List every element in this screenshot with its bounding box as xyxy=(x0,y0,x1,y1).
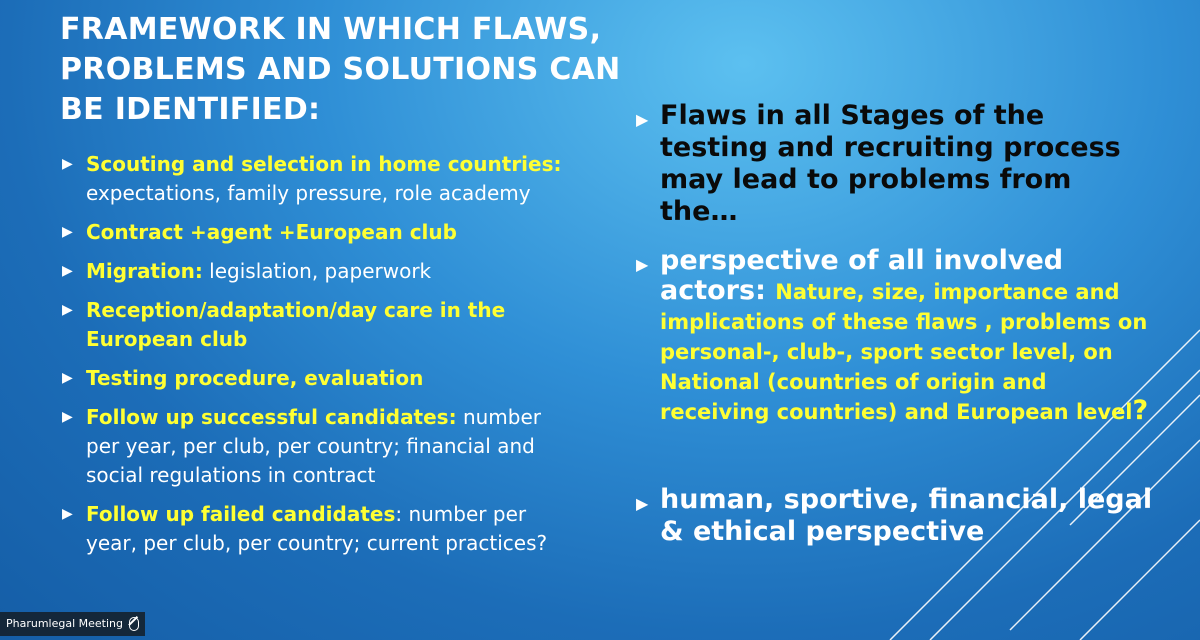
bullet-triangle-icon: ▶ xyxy=(62,156,73,172)
item-text: expectations, family pressure, role academy xyxy=(86,181,531,205)
bullet-triangle-icon: ▶ xyxy=(62,224,73,240)
bullet-triangle-icon: ▶ xyxy=(62,302,73,318)
item-text: Flaws in all Stages of the testing and recruiting process may lead to problems from the… xyxy=(660,100,1121,227)
item-highlight: Scouting and selection in home countries: xyxy=(86,152,562,176)
list-item xyxy=(636,484,1156,548)
list-item xyxy=(636,100,1156,228)
participant-name: Pharumlegal Meeting xyxy=(6,617,124,630)
microphone-muted-icon[interactable] xyxy=(129,617,139,631)
item-highlight: Contract +agent +European club xyxy=(86,220,457,244)
list-item xyxy=(58,296,578,354)
item-text: legislation, paperwork xyxy=(202,259,432,283)
participant-name-tag xyxy=(0,612,145,636)
list-item xyxy=(58,150,578,208)
list-item xyxy=(58,403,578,490)
bullet-triangle-icon: ▶ xyxy=(62,409,73,425)
item-text: : number per year, per club, per country; current practices? xyxy=(86,502,548,555)
list-item xyxy=(58,364,578,393)
item-highlight: Testing procedure, evaluation xyxy=(86,366,424,390)
bullet-triangle-icon: ▶ xyxy=(636,110,649,129)
right-bullet-list xyxy=(636,100,1156,548)
item-highlight: Follow up successful candidates: xyxy=(86,405,457,429)
bullet-triangle-icon: ▶ xyxy=(636,255,649,274)
bullet-triangle-icon: ▶ xyxy=(62,370,73,386)
list-item xyxy=(636,246,1156,426)
item-lead: perspective of all involved actors: xyxy=(660,245,1064,306)
item-question-mark: ? xyxy=(1132,395,1149,426)
list-item xyxy=(58,500,578,558)
bullet-triangle-icon: ▶ xyxy=(62,506,73,522)
item-highlight: Reception/adaptation/day care in the European club xyxy=(86,298,506,351)
list-item xyxy=(58,218,578,247)
slide-title: FRAMEWORK IN WHICH FLAWS, PROBLEMS AND SOLUTIONS CAN BE IDENTIFIED: xyxy=(60,12,621,127)
item-highlight: Nature, size, importance and implications of these flaws , problems on personal-, club-, sport sector level, on National (countries of origin and receiving countries) and European level xyxy=(660,280,1148,424)
item-highlight: Migration: xyxy=(86,259,203,283)
left-bullet-list xyxy=(58,150,578,568)
item-highlight: Follow up failed candidates xyxy=(86,502,396,526)
item-text: human, sportive, financial, legal & ethical perspective xyxy=(660,484,1153,547)
bullet-triangle-icon: ▶ xyxy=(636,494,649,513)
item-text: number per year, per club, per country; financial and social regulations in contract xyxy=(86,405,542,487)
list-item xyxy=(58,257,578,286)
bullet-triangle-icon: ▶ xyxy=(62,263,73,279)
